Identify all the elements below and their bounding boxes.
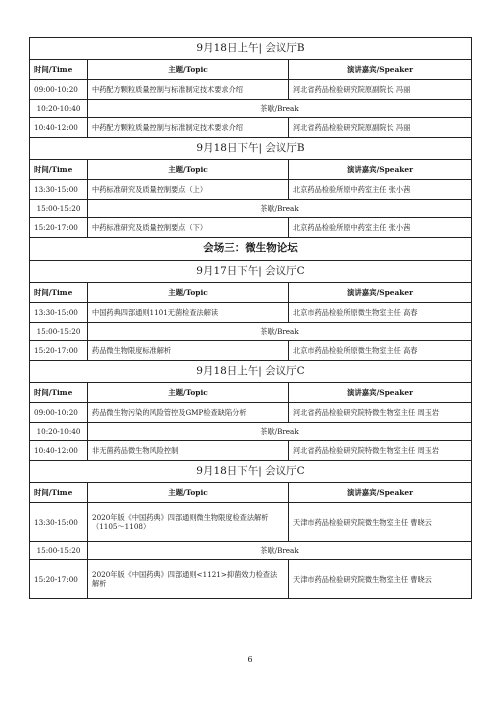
header-time: 时间/Time <box>30 483 88 503</box>
topic-cell: 非无菌药品微生物风险控制 <box>88 441 289 461</box>
speaker-cell: 北京药品检验所原中药室主任 张小茜 <box>289 218 472 238</box>
break-label: 茶歇/Break <box>88 542 472 560</box>
header-speaker: 演讲嘉宾/Speaker <box>289 60 472 80</box>
speaker-cell: 北京市药品检验所原微生物室主任 高春 <box>289 341 472 361</box>
session-title: 9月18日上午| 会议厅B <box>30 38 472 60</box>
time-cell: 15:20-17:00 <box>30 560 88 599</box>
topic-cell: 中药配方颗粒质量控制与标准制定技术要求介绍 <box>88 80 289 100</box>
time-cell: 09:00-10:20 <box>30 403 88 423</box>
session-title: 9月18日下午| 会议厅C <box>30 461 472 483</box>
header-topic: 主题/Topic <box>88 383 289 403</box>
header-speaker: 演讲嘉宾/Speaker <box>289 160 472 180</box>
time-cell: 15:00-15:20 <box>30 200 88 218</box>
time-cell: 15:20-17:00 <box>30 341 88 361</box>
time-cell: 10:40-12:00 <box>30 118 88 138</box>
header-topic: 主题/Topic <box>88 283 289 303</box>
time-cell: 13:30-15:00 <box>30 503 88 542</box>
topic-cell: 中国药典四部通则1101无菌检查法解读 <box>88 303 289 323</box>
header-topic: 主题/Topic <box>88 60 289 80</box>
header-speaker: 演讲嘉宾/Speaker <box>289 383 472 403</box>
topic-cell: 中药标准研究及质量控制要点（下） <box>88 218 289 238</box>
speaker-cell: 河北省药品检验研究院特微生物室主任 周玉岩 <box>289 403 472 423</box>
topic-cell: 药品微生物限度标准解析 <box>88 341 289 361</box>
time-cell: 10:20-10:40 <box>30 423 88 441</box>
time-cell: 15:00-15:20 <box>30 542 88 560</box>
header-topic: 主题/Topic <box>88 160 289 180</box>
time-cell: 15:20-17:00 <box>30 218 88 238</box>
time-cell: 13:30-15:00 <box>30 303 88 323</box>
session-title: 9月17日下午| 会议厅C <box>30 261 472 283</box>
header-time: 时间/Time <box>30 160 88 180</box>
break-label: 茶歇/Break <box>88 423 472 441</box>
header-speaker: 演讲嘉宾/Speaker <box>289 483 472 503</box>
topic-cell: 中药配方颗粒质量控制与标准制定技术要求介绍 <box>88 118 289 138</box>
session-title: 9月18日上午| 会议厅C <box>30 361 472 383</box>
time-cell: 10:20-10:40 <box>30 100 88 118</box>
speaker-cell: 北京市药品检验所原微生物室主任 高春 <box>289 303 472 323</box>
time-cell: 10:40-12:00 <box>30 441 88 461</box>
header-time: 时间/Time <box>30 383 88 403</box>
topic-cell: 2020年版《中国药典》四部通则<1121>抑菌效力检查法解析 <box>88 560 289 599</box>
page-number: 6 <box>247 655 253 664</box>
time-cell: 09:00-10:20 <box>30 80 88 100</box>
topic-cell: 中药标准研究及质量控制要点（上） <box>88 180 289 200</box>
speaker-cell: 天津市药品检验研究院微生物室主任 曹晓云 <box>289 560 472 599</box>
forum-title: 会场三：微生物论坛 <box>30 238 472 261</box>
header-time: 时间/Time <box>30 283 88 303</box>
break-label: 茶歇/Break <box>88 200 472 218</box>
speaker-cell: 河北省药品检验研究院原副院长 冯丽 <box>289 118 472 138</box>
break-label: 茶歇/Break <box>88 100 472 118</box>
speaker-cell: 北京药品检验所原中药室主任 张小茜 <box>289 180 472 200</box>
header-topic: 主题/Topic <box>88 483 289 503</box>
break-label: 茶歇/Break <box>88 323 472 341</box>
speaker-cell: 河北省药品检验研究院原副院长 冯丽 <box>289 80 472 100</box>
time-cell: 13:30-15:00 <box>30 180 88 200</box>
time-cell: 15:00-15:20 <box>30 323 88 341</box>
speaker-cell: 河北省药品检验研究院特微生物室主任 周玉岩 <box>289 441 472 461</box>
schedule-table <box>29 37 472 599</box>
topic-cell: 药品微生物污染的风险管控及GMP检查缺陷分析 <box>88 403 289 423</box>
header-time: 时间/Time <box>30 60 88 80</box>
topic-cell: 2020年版《中国药典》四部通则微生物限度检查法解析（1105～1108） <box>88 503 289 542</box>
session-title: 9月18日下午| 会议厅B <box>30 138 472 160</box>
speaker-cell: 天津市药品检验研究院微生物室主任 曹晓云 <box>289 503 472 542</box>
header-speaker: 演讲嘉宾/Speaker <box>289 283 472 303</box>
